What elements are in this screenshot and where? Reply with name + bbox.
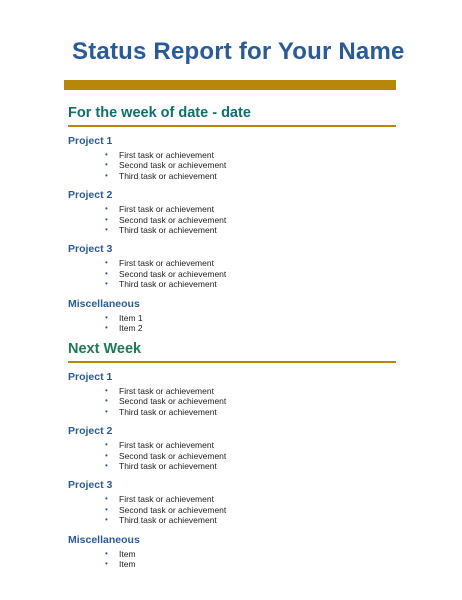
list-item-text: Third task or achievement (119, 225, 217, 236)
group-label: Project 1 (68, 371, 113, 383)
task-list (68, 258, 396, 289)
project-group (68, 243, 396, 289)
bullet-icon: • (105, 504, 108, 514)
group-label: Miscellaneous (68, 297, 140, 310)
list-item (68, 396, 396, 406)
list-item (68, 461, 396, 471)
bullet-icon: • (105, 312, 108, 322)
list-item-text: First task or achievement (119, 150, 214, 160)
title-accent-bar (64, 80, 396, 90)
group-label: Project 3 (68, 243, 113, 256)
list-item-text: Second task or achievement (119, 214, 227, 225)
list-item (68, 215, 396, 225)
list-item (68, 505, 396, 515)
list-item-text: First task or achievement (119, 494, 214, 505)
project-group (68, 425, 396, 471)
list-item-text: Second task or achievement (119, 268, 227, 279)
list-item (68, 160, 396, 170)
bullet-icon: • (105, 225, 108, 235)
bullet-icon: • (105, 515, 108, 525)
list-item-text: Second task or achievement (119, 450, 227, 461)
bullet-icon: • (105, 559, 108, 569)
bullet-icon: • (105, 494, 108, 504)
list-item-text: First task or achievement (119, 440, 214, 451)
bullet-icon: • (105, 150, 108, 159)
task-list (68, 549, 396, 570)
list-item (68, 225, 396, 235)
list-item (68, 171, 396, 181)
bullet-icon: • (105, 160, 108, 170)
bullet-icon: • (105, 214, 108, 224)
section-heading: Next Week (68, 340, 396, 363)
list-item (68, 204, 396, 214)
list-item-text: First task or achievement (119, 386, 214, 396)
bullet-icon: • (105, 548, 108, 558)
task-list (68, 204, 396, 235)
bullet-icon: • (105, 440, 108, 450)
list-item-text: Third task or achievement (119, 406, 217, 417)
section-heading: For the week of date - date (68, 104, 396, 127)
list-item-text: Second task or achievement (119, 504, 227, 515)
bullet-icon: • (105, 279, 108, 289)
bullet-icon: • (105, 258, 108, 268)
project-group (68, 534, 396, 570)
group-label: Project 2 (68, 189, 113, 202)
bullet-icon: • (105, 170, 108, 180)
bullet-icon: • (105, 268, 108, 278)
list-item-text: Item (119, 548, 136, 559)
list-item-text: Second task or achievement (119, 160, 227, 171)
bullet-icon: • (105, 204, 108, 214)
project-group (68, 135, 396, 181)
list-item (68, 150, 396, 160)
list-item (68, 269, 396, 279)
bullet-icon: • (105, 386, 108, 395)
list-item-text: Item 1 (119, 312, 143, 323)
task-list (68, 386, 396, 417)
list-item (68, 549, 396, 559)
list-item-text: Third task or achievement (119, 279, 217, 290)
task-list (68, 440, 396, 471)
bullet-icon: • (105, 406, 108, 416)
list-item (68, 440, 396, 450)
list-item (68, 494, 396, 504)
project-group (68, 189, 396, 235)
section-groups (68, 135, 396, 333)
bullet-icon: • (105, 461, 108, 471)
task-list (68, 494, 396, 525)
report-title: Status Report for Your Name (72, 38, 405, 65)
list-item (68, 451, 396, 461)
list-item (68, 279, 396, 289)
task-list (68, 150, 396, 181)
list-item-text: First task or achievement (119, 204, 214, 215)
group-label: Project 1 (68, 135, 113, 147)
list-item-text: Item (119, 559, 136, 570)
list-item-text: Item 2 (119, 323, 143, 334)
project-group (68, 298, 396, 334)
bullet-icon: • (105, 450, 108, 460)
project-group (68, 371, 396, 417)
list-item-text: Third task or achievement (119, 461, 217, 472)
task-list (68, 313, 396, 334)
list-item-text: Third task or achievement (119, 515, 217, 526)
section-this-week (68, 104, 396, 333)
section-next-week (68, 340, 396, 569)
project-group (68, 479, 396, 525)
list-item (68, 313, 396, 323)
list-item-text: Third task or achievement (119, 170, 217, 181)
group-label: Project 2 (68, 425, 113, 438)
list-item-text: First task or achievement (119, 258, 214, 269)
group-label: Miscellaneous (68, 533, 140, 546)
list-item (68, 515, 396, 525)
list-item (68, 559, 396, 569)
group-label: Project 3 (68, 479, 113, 492)
bullet-icon: • (105, 396, 108, 406)
section-groups (68, 371, 396, 569)
list-item (68, 407, 396, 417)
list-item (68, 258, 396, 268)
bullet-icon: • (105, 323, 108, 333)
list-item (68, 323, 396, 333)
list-item (68, 386, 396, 396)
list-item-text: Second task or achievement (119, 396, 227, 407)
